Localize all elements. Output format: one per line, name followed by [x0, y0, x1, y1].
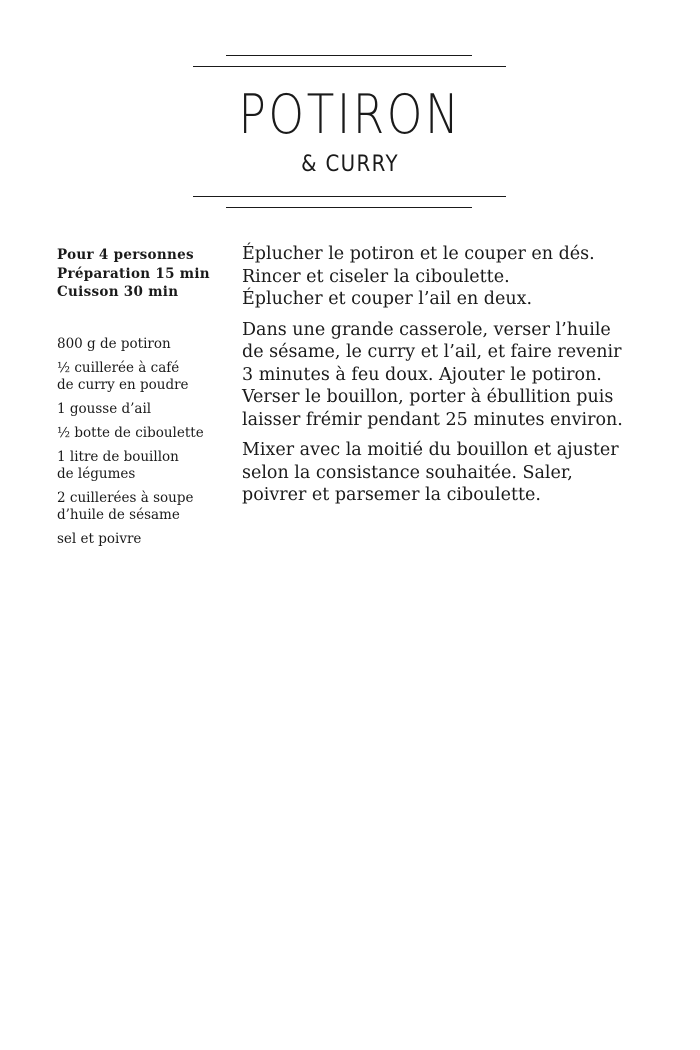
instruction-paragraph — [242, 319, 642, 432]
instruction-line: Éplucher le potiron et le couper en dés. — [242, 244, 595, 264]
ingredient-item — [57, 336, 227, 353]
ingredient-item — [57, 425, 227, 442]
ingredient-item — [57, 531, 227, 548]
recipe-title: POTIRON — [238, 83, 462, 146]
ingredient-line: sel et poivre — [57, 531, 142, 547]
bottom-rule-long — [193, 196, 506, 197]
ingredient-line: 1 gousse d’ail — [57, 401, 152, 417]
preparation-time: Préparation 15 min — [57, 265, 210, 282]
instruction-line: de sésame, le curry et l’ail, et faire revenir — [242, 342, 622, 362]
instructions — [242, 243, 642, 515]
bottom-rule-short — [226, 207, 472, 208]
ingredient-line: d’huile de sésame — [57, 507, 180, 523]
ingredient-line: 1 litre de bouillon — [57, 449, 179, 465]
ingredient-item — [57, 449, 227, 483]
instruction-line: Éplucher et couper l’ail en deux. — [242, 289, 533, 309]
ingredient-line: de légumes — [57, 466, 136, 482]
ingredient-line: ½ cuillerée à café — [57, 360, 180, 376]
servings: Pour 4 personnes — [57, 247, 194, 263]
ingredient-line: 800 g de potiron — [57, 336, 171, 352]
top-rule-long — [193, 66, 506, 67]
ingredient-list — [57, 336, 227, 555]
recipe-meta — [57, 246, 227, 302]
instruction-paragraph — [242, 439, 642, 507]
instruction-line: Dans une grande casserole, verser l’huile — [242, 319, 611, 340]
ingredient-line: ½ botte de ciboulette — [57, 425, 204, 441]
instruction-line: Verser le bouillon, porter à ébullition puis — [242, 387, 614, 407]
cooking-time: Cuisson 30 min — [57, 284, 179, 300]
instruction-line: laisser frémir pendant 25 minutes environ. — [242, 409, 623, 430]
instruction-line: Rincer et ciseler la ciboulette. — [242, 266, 510, 287]
ingredient-item — [57, 360, 227, 394]
top-rule-short — [226, 55, 472, 56]
instruction-line: Mixer avec la moitié du bouillon et ajuster — [242, 440, 619, 460]
ingredient-item — [57, 490, 227, 524]
instruction-line: 3 minutes à feu doux. Ajouter le potiron. — [242, 364, 602, 385]
recipe-subtitle: & CURRY — [301, 152, 399, 177]
instruction-line: poivrer et parsemer la ciboulette. — [242, 485, 541, 505]
ingredient-line: 2 cuillerées à soupe — [57, 490, 194, 506]
instruction-paragraph — [242, 243, 642, 311]
instruction-line: selon la consistance souhaitée. Saler, — [242, 462, 573, 483]
ingredient-item — [57, 401, 227, 418]
ingredient-line: de curry en poudre — [57, 377, 189, 393]
